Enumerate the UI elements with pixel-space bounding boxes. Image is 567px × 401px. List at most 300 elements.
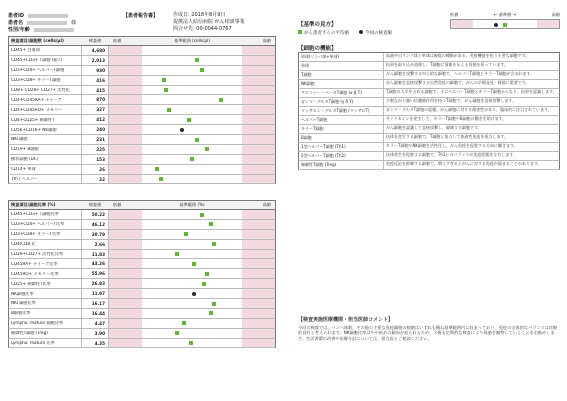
section-title-functions: 【細胞の機能】 bbox=[298, 46, 337, 52]
band-mid bbox=[142, 220, 242, 229]
band-mid bbox=[142, 299, 242, 308]
average-value-marker bbox=[164, 88, 168, 92]
cell-function-row bbox=[298, 71, 560, 80]
band-low bbox=[109, 46, 142, 55]
scale-band bbox=[450, 19, 560, 29]
band-high bbox=[242, 76, 275, 85]
row-value: 327 bbox=[81, 105, 109, 114]
cell-function-row bbox=[298, 152, 560, 161]
band-high bbox=[242, 259, 275, 268]
row-value: 4.47 bbox=[81, 319, 109, 328]
cell-description: がん細胞を攻撃する中心的な細胞で、ヘルパーT細胞とキラーT細胞が含まれます。 bbox=[386, 71, 535, 76]
row-label: CD25+ 制御性T比率 bbox=[11, 281, 51, 286]
range-bar bbox=[109, 220, 275, 229]
cell-function-row bbox=[298, 134, 560, 143]
table-row bbox=[8, 230, 276, 240]
range-bar bbox=[109, 105, 275, 114]
band-low bbox=[109, 329, 142, 338]
table-row bbox=[8, 165, 276, 175]
row-label: Lympho. mature 比率 bbox=[11, 341, 55, 346]
row-value: 415 bbox=[81, 86, 109, 95]
legend-current bbox=[359, 30, 392, 36]
band-mid bbox=[142, 115, 242, 124]
table-row bbox=[8, 250, 276, 260]
table-row bbox=[8, 289, 276, 299]
band-mid bbox=[142, 319, 242, 328]
band-low bbox=[109, 145, 142, 154]
scale-mid: ← 基準値 → bbox=[493, 12, 517, 17]
doctor-comment bbox=[298, 318, 560, 341]
range-bar bbox=[109, 175, 275, 184]
current-value-marker bbox=[192, 292, 196, 296]
cell-name: マッサロン・デルタT細胞 (マッサロT) bbox=[299, 107, 384, 115]
range-bar bbox=[109, 269, 275, 278]
row-value: 22 bbox=[81, 175, 109, 184]
range-bar bbox=[109, 165, 275, 174]
band-mid bbox=[142, 135, 242, 144]
cell-description: キラーT細胞やNK細胞を活性化し、がん免疫を促進する方向に働きます。 bbox=[386, 143, 518, 148]
band-low bbox=[109, 210, 142, 219]
table-row bbox=[8, 269, 276, 279]
cell-function-table bbox=[298, 52, 560, 170]
average-value-marker bbox=[187, 118, 191, 122]
table-row bbox=[8, 210, 276, 220]
band-mid bbox=[142, 230, 242, 239]
band-high bbox=[242, 329, 275, 338]
average-value-marker bbox=[184, 232, 188, 236]
row-label: 樹状細胞 (DC) bbox=[11, 157, 39, 162]
band-mid bbox=[142, 269, 242, 278]
row-value: 4,680 bbox=[81, 46, 109, 55]
row-label: NKT細胞比率 bbox=[11, 301, 36, 306]
header-value: 検査値 bbox=[88, 202, 102, 207]
scale-high: 高値 bbox=[262, 202, 271, 207]
row-value: 16.17 bbox=[81, 299, 109, 308]
band-low bbox=[109, 319, 142, 328]
range-bar bbox=[109, 240, 275, 249]
cell-description: 抗体産生を促進する細胞で、Th1とのバランスが免疫状態を左右します。 bbox=[386, 152, 518, 157]
row-label: CD45+ 白血球 bbox=[11, 48, 40, 53]
band-mid bbox=[142, 66, 242, 75]
row-value: 870 bbox=[81, 95, 109, 104]
row-label: CD3+CD4+ ヘルパーT比率 bbox=[11, 222, 65, 227]
band-low bbox=[451, 20, 473, 28]
cell-name: 制御性T細胞 (Treg) bbox=[299, 161, 384, 169]
band-high bbox=[242, 56, 275, 65]
range-bar bbox=[109, 155, 275, 164]
cell-function-row bbox=[298, 98, 560, 107]
section-title-legend: 【基準の見方】 bbox=[298, 22, 337, 28]
table-row bbox=[8, 319, 276, 329]
range-bar bbox=[109, 230, 275, 239]
row-label: NKT細胞 bbox=[11, 137, 28, 142]
range-bar bbox=[109, 56, 275, 65]
average-value-marker bbox=[202, 282, 206, 286]
cell-function-row bbox=[298, 116, 560, 125]
average-value-marker bbox=[182, 321, 186, 325]
band-high bbox=[242, 319, 275, 328]
band-mid bbox=[142, 309, 242, 318]
cell-description: T細胞の大半を占める細胞で、主にヘルパーT細胞とキラーT細胞からなり、抗原を認識します。 bbox=[386, 89, 557, 94]
band-high bbox=[242, 115, 275, 124]
band-low bbox=[109, 125, 142, 134]
row-label: B細胞比率 bbox=[11, 311, 31, 316]
scale-high: 高値 bbox=[551, 12, 560, 17]
band-high bbox=[242, 86, 275, 95]
range-bar bbox=[109, 250, 275, 259]
table-row bbox=[8, 115, 276, 125]
scale-low: 低値 bbox=[450, 12, 459, 17]
row-label: CD4+CD25+ 制御性T bbox=[11, 117, 55, 122]
row-value: 55.96 bbox=[81, 269, 109, 278]
row-value: 412 bbox=[81, 115, 109, 124]
band-low bbox=[109, 66, 142, 75]
band-high bbox=[242, 105, 275, 114]
band-high bbox=[242, 145, 275, 154]
cell-description: がん細胞を認識して直接攻撃し、破壊する細胞です。 bbox=[386, 125, 482, 130]
average-value-marker bbox=[212, 242, 216, 246]
redacted-value bbox=[27, 21, 67, 25]
band-low bbox=[109, 230, 142, 239]
band-high bbox=[242, 46, 275, 55]
average-value-marker bbox=[195, 58, 199, 62]
header-label: 検査項目/細胞比率 (%) bbox=[11, 202, 56, 207]
range-bar bbox=[109, 76, 275, 85]
row-label: CD14+ 単球 bbox=[11, 167, 36, 172]
contact-info: 問合せ先: 00-0044-0767 bbox=[173, 26, 232, 32]
band-high bbox=[242, 299, 275, 308]
row-value: 11.83 bbox=[81, 250, 109, 259]
table-row bbox=[8, 155, 276, 165]
range-bar bbox=[109, 95, 275, 104]
cell-description: ガンマ・デルタT細胞の亜種。がん細胞に対する傷害性があり、臨床的に注目されています。 bbox=[386, 107, 552, 112]
band-mid bbox=[142, 86, 242, 95]
green-square-icon bbox=[503, 23, 507, 27]
row-value: 3.90 bbox=[81, 329, 109, 338]
table-row bbox=[8, 76, 276, 86]
table-row bbox=[8, 259, 276, 269]
band-low bbox=[109, 339, 142, 348]
range-bar bbox=[109, 145, 275, 154]
name-suffix: 様 bbox=[71, 20, 77, 26]
table-row bbox=[8, 240, 276, 250]
dark-dot-icon bbox=[359, 30, 363, 34]
band-mid bbox=[142, 210, 242, 219]
band-mid bbox=[142, 250, 242, 259]
legend-average bbox=[298, 30, 349, 36]
average-value-marker bbox=[155, 167, 159, 171]
row-value: 2,013 bbox=[81, 56, 109, 65]
cell-name: ガンマ・デルタT細胞 (γ δ T) bbox=[299, 98, 384, 106]
band-low bbox=[109, 250, 142, 259]
cell-description: 少数ながら強い抗腫瘍作用を持つT細胞で、がん細胞を直接攻撃します。 bbox=[386, 98, 517, 103]
cell-ratio-table bbox=[8, 200, 276, 348]
average-value-marker bbox=[200, 68, 204, 72]
range-bar bbox=[109, 279, 275, 288]
band-mid bbox=[142, 145, 242, 154]
scale-low: 低値 bbox=[113, 38, 122, 43]
table-body bbox=[8, 46, 276, 184]
band-low bbox=[109, 105, 142, 114]
redacted-value bbox=[34, 28, 74, 32]
row-value: 26.83 bbox=[81, 279, 109, 288]
scale-mid: 基準範囲 (%) bbox=[179, 202, 205, 207]
cell-description: サイトカインを産生して、キラーT細胞やB細胞の働きを助けます。 bbox=[386, 116, 507, 121]
row-value: 20.79 bbox=[81, 230, 109, 239]
legend bbox=[298, 30, 392, 36]
row-value: 11.97 bbox=[81, 289, 109, 298]
average-value-marker bbox=[209, 222, 213, 226]
cell-description: 血液中のリンパ球と単球は複数の種類がある。免疫機能を担う主要な細胞です。 bbox=[386, 53, 530, 58]
average-value-marker bbox=[212, 302, 216, 306]
cell-description: がん細胞を直接攻撃する自然免疫の細胞で、がんの早期発見・排除に重要です。 bbox=[386, 80, 530, 85]
average-value-marker bbox=[205, 272, 209, 276]
average-value-marker bbox=[190, 157, 194, 161]
band-mid bbox=[142, 125, 242, 134]
row-value: 46.12 bbox=[81, 220, 109, 229]
average-value-marker bbox=[200, 213, 204, 217]
range-bar bbox=[109, 86, 275, 95]
green-square-icon bbox=[298, 30, 302, 34]
table-row bbox=[8, 125, 276, 135]
band-low bbox=[109, 86, 142, 95]
cell-name: 1型ヘルパーT細胞 (Th1) bbox=[299, 143, 384, 151]
header-value: 検査値 bbox=[88, 38, 102, 43]
range-bar bbox=[109, 210, 275, 219]
cell-name: キラーT細胞 bbox=[299, 125, 384, 133]
band-high bbox=[242, 165, 275, 174]
average-value-marker bbox=[209, 311, 213, 315]
range-bar bbox=[109, 339, 275, 348]
band-low bbox=[109, 165, 142, 174]
average-value-marker bbox=[192, 262, 196, 266]
range-bar bbox=[109, 309, 275, 318]
band-low bbox=[109, 175, 142, 184]
row-value: 225 bbox=[81, 145, 109, 154]
table-row bbox=[8, 105, 276, 115]
row-value: 26 bbox=[81, 165, 109, 174]
created-date: 作成日: 2018年8月9日 bbox=[173, 12, 226, 18]
band-high bbox=[242, 339, 275, 348]
table-row bbox=[8, 220, 276, 230]
scale-mid: 基準範囲 (cells/μl) bbox=[174, 38, 210, 43]
table-row bbox=[8, 56, 276, 66]
cell-function-row bbox=[298, 53, 560, 62]
row-label: CD3+CD8+ キラーT細胞 bbox=[11, 78, 61, 83]
band-high bbox=[242, 175, 275, 184]
cell-description: 抗原を取り込み処理し、T細胞に情報を伝える役割を担っています。 bbox=[386, 62, 509, 67]
row-label: CD4+CD45RO+ メモリー bbox=[11, 107, 63, 112]
range-bar bbox=[109, 125, 275, 134]
row-label: CD45RA+ ナイーブ比率 bbox=[11, 261, 58, 266]
cell-function-row bbox=[298, 125, 560, 134]
patient-id-label: 患者ID bbox=[8, 13, 25, 19]
band-low bbox=[109, 135, 142, 144]
row-label: CD56+CD16+ NK細胞 bbox=[11, 127, 57, 132]
band-high bbox=[242, 210, 275, 219]
row-label: CD45+CD3+ T細胞比率 bbox=[11, 212, 59, 217]
range-bar bbox=[109, 289, 275, 298]
cell-function-row bbox=[298, 107, 560, 116]
band-high bbox=[242, 279, 275, 288]
band-low bbox=[109, 95, 142, 104]
cell-name: 単球(リンパ球+単球) bbox=[299, 53, 384, 61]
row-value: 43.26 bbox=[81, 259, 109, 268]
cell-name: アルファー・ベータT細胞 (α β T) bbox=[299, 89, 384, 97]
cell-description: 抗体を産生する細胞で、T細胞と協力して体液性免疫を担当します。 bbox=[386, 134, 509, 139]
average-value-marker bbox=[175, 252, 179, 256]
scale-high: 高値 bbox=[262, 38, 271, 43]
band-mid bbox=[142, 240, 242, 249]
cell-name: 単球 bbox=[299, 62, 384, 70]
scale-labels bbox=[109, 202, 275, 208]
patient-name-label: 患者名 bbox=[8, 20, 24, 26]
average-value-marker bbox=[175, 331, 179, 335]
row-label: CD4/CD8 比 bbox=[11, 242, 36, 247]
average-value-marker bbox=[195, 138, 199, 142]
range-bar bbox=[109, 135, 275, 144]
table-header bbox=[8, 36, 276, 46]
band-mid bbox=[142, 95, 242, 104]
cell-function-row bbox=[298, 80, 560, 89]
band-low bbox=[109, 56, 142, 65]
row-value: 930 bbox=[81, 66, 109, 75]
band-low bbox=[109, 155, 142, 164]
band-high bbox=[242, 66, 275, 75]
report-meta bbox=[173, 12, 245, 33]
table-row bbox=[8, 279, 276, 289]
table-row bbox=[8, 95, 276, 105]
table-row bbox=[8, 309, 276, 319]
row-label: Lympho. mature 細胞比率 bbox=[11, 321, 64, 326]
range-bar bbox=[109, 46, 275, 55]
table-row bbox=[8, 66, 276, 76]
range-bar bbox=[109, 66, 275, 75]
row-label: CD3+CD4+ ヘルパーT細胞 bbox=[11, 68, 65, 73]
band-mid bbox=[142, 56, 242, 65]
table-row bbox=[8, 299, 276, 309]
dark-dot-icon bbox=[494, 23, 498, 27]
band-high bbox=[242, 95, 275, 104]
average-value-marker bbox=[219, 98, 223, 102]
cell-name: 2型ヘルパーT細胞 (Th2) bbox=[299, 152, 384, 160]
range-bar bbox=[109, 259, 275, 268]
cell-name: NK細胞 bbox=[299, 80, 384, 88]
cell-description: 免疫反応を抑制する細胞で、増えすぎるとがんに対する免疫が弱まることがあります。 bbox=[386, 161, 542, 166]
comment-title: 【検査実施医療機関・担当医師コメント】 bbox=[298, 317, 394, 323]
average-value-marker bbox=[167, 108, 171, 112]
row-label: CD28+CD27+ 活性化比率 bbox=[11, 252, 64, 256]
row-label: CD45+CD3+ T細胞 (総T) bbox=[11, 58, 62, 63]
band-mid bbox=[142, 105, 242, 114]
row-value: 50.22 bbox=[81, 210, 109, 219]
average-value-marker bbox=[162, 78, 166, 82]
average-value-marker bbox=[159, 177, 163, 181]
range-bar bbox=[109, 319, 275, 328]
row-value: 240 bbox=[81, 125, 109, 134]
band-low bbox=[109, 76, 142, 85]
cell-function-row bbox=[298, 161, 560, 170]
cell-name: T細胞 bbox=[299, 71, 384, 79]
row-label: CD3+CD8+ キラーT比率 bbox=[11, 232, 61, 237]
band-high bbox=[242, 240, 275, 249]
row-label: CD45RO+ メモリー比率 bbox=[11, 271, 59, 276]
cell-function-row bbox=[298, 89, 560, 98]
band-mid bbox=[142, 329, 242, 338]
band-high bbox=[242, 135, 275, 144]
row-label: Tfh / ヘルパー bbox=[11, 177, 39, 182]
band-mid bbox=[142, 175, 242, 184]
scale-example bbox=[450, 12, 560, 29]
band-low bbox=[109, 309, 142, 318]
row-value: 16.44 bbox=[81, 309, 109, 318]
table-row bbox=[8, 86, 276, 96]
average-value-marker bbox=[189, 341, 193, 345]
row-value: 153 bbox=[81, 155, 109, 164]
table-row bbox=[8, 175, 276, 185]
band-low bbox=[109, 289, 142, 298]
band-high bbox=[242, 289, 275, 298]
legend-current-label: 今回の検査値 bbox=[365, 31, 392, 36]
table-row bbox=[8, 329, 276, 339]
band-high bbox=[242, 155, 275, 164]
band-low bbox=[109, 259, 142, 268]
band-low bbox=[109, 240, 142, 249]
row-value: 416 bbox=[81, 76, 109, 85]
scale-low: 低値 bbox=[113, 202, 122, 207]
table-row bbox=[8, 135, 276, 145]
sex-age-label: 性別/年齢 bbox=[8, 27, 30, 33]
band-low bbox=[109, 279, 142, 288]
table-body bbox=[8, 210, 276, 348]
row-label: NK細胞比率 bbox=[11, 291, 34, 296]
row-label: CD19+ B細胞 bbox=[11, 147, 39, 152]
band-mid bbox=[142, 279, 242, 288]
band-low bbox=[109, 220, 142, 229]
band-high bbox=[537, 20, 559, 28]
table-row bbox=[8, 145, 276, 155]
row-label: CD4+CD45RA+ ナイーブ bbox=[11, 97, 62, 102]
row-label: CD8+ CD28+ CD27+ 活性化 bbox=[11, 88, 70, 92]
cell-function-row bbox=[298, 62, 560, 71]
row-value: 2.66 bbox=[81, 240, 109, 249]
band-low bbox=[109, 115, 142, 124]
row-label: 制御性T細胞 (Treg) bbox=[11, 331, 48, 336]
band-high bbox=[242, 220, 275, 229]
band-high bbox=[242, 309, 275, 318]
table-row bbox=[8, 339, 276, 349]
cell-function-row bbox=[298, 143, 560, 152]
comment-text: 今回の検査では、リンパ球数、その他の主要な免疫細胞の数値はいずれも概ね基準範囲内に収まっており、免疫の全体的なバランスは比較的良好と考えられます。NK細胞比率はやや低めの傾向が見られるため、今後も定期的な検査により経過を観察していくことをお勧めします。生活習慣の改善や治療方針については、担当医とご相談ください。 bbox=[298, 325, 558, 341]
average-value-marker bbox=[205, 147, 209, 151]
range-bar bbox=[109, 329, 275, 338]
redacted-value bbox=[28, 14, 68, 18]
cell-count-table bbox=[8, 36, 276, 184]
band-low bbox=[109, 299, 142, 308]
row-value: 231 bbox=[81, 135, 109, 144]
band-mid bbox=[142, 76, 242, 85]
range-bar bbox=[109, 299, 275, 308]
band-high bbox=[242, 230, 275, 239]
cell-name: B細胞 bbox=[299, 134, 384, 142]
table-row bbox=[8, 46, 276, 56]
organization: 提携法人結信病院 がん相談事業 bbox=[173, 19, 245, 25]
band-high bbox=[242, 125, 275, 134]
scale-labels bbox=[109, 38, 275, 44]
header-label: 検査項目/細胞数 (cells/μl) bbox=[11, 38, 64, 43]
row-value: 4.35 bbox=[81, 339, 109, 348]
band-low bbox=[109, 269, 142, 278]
